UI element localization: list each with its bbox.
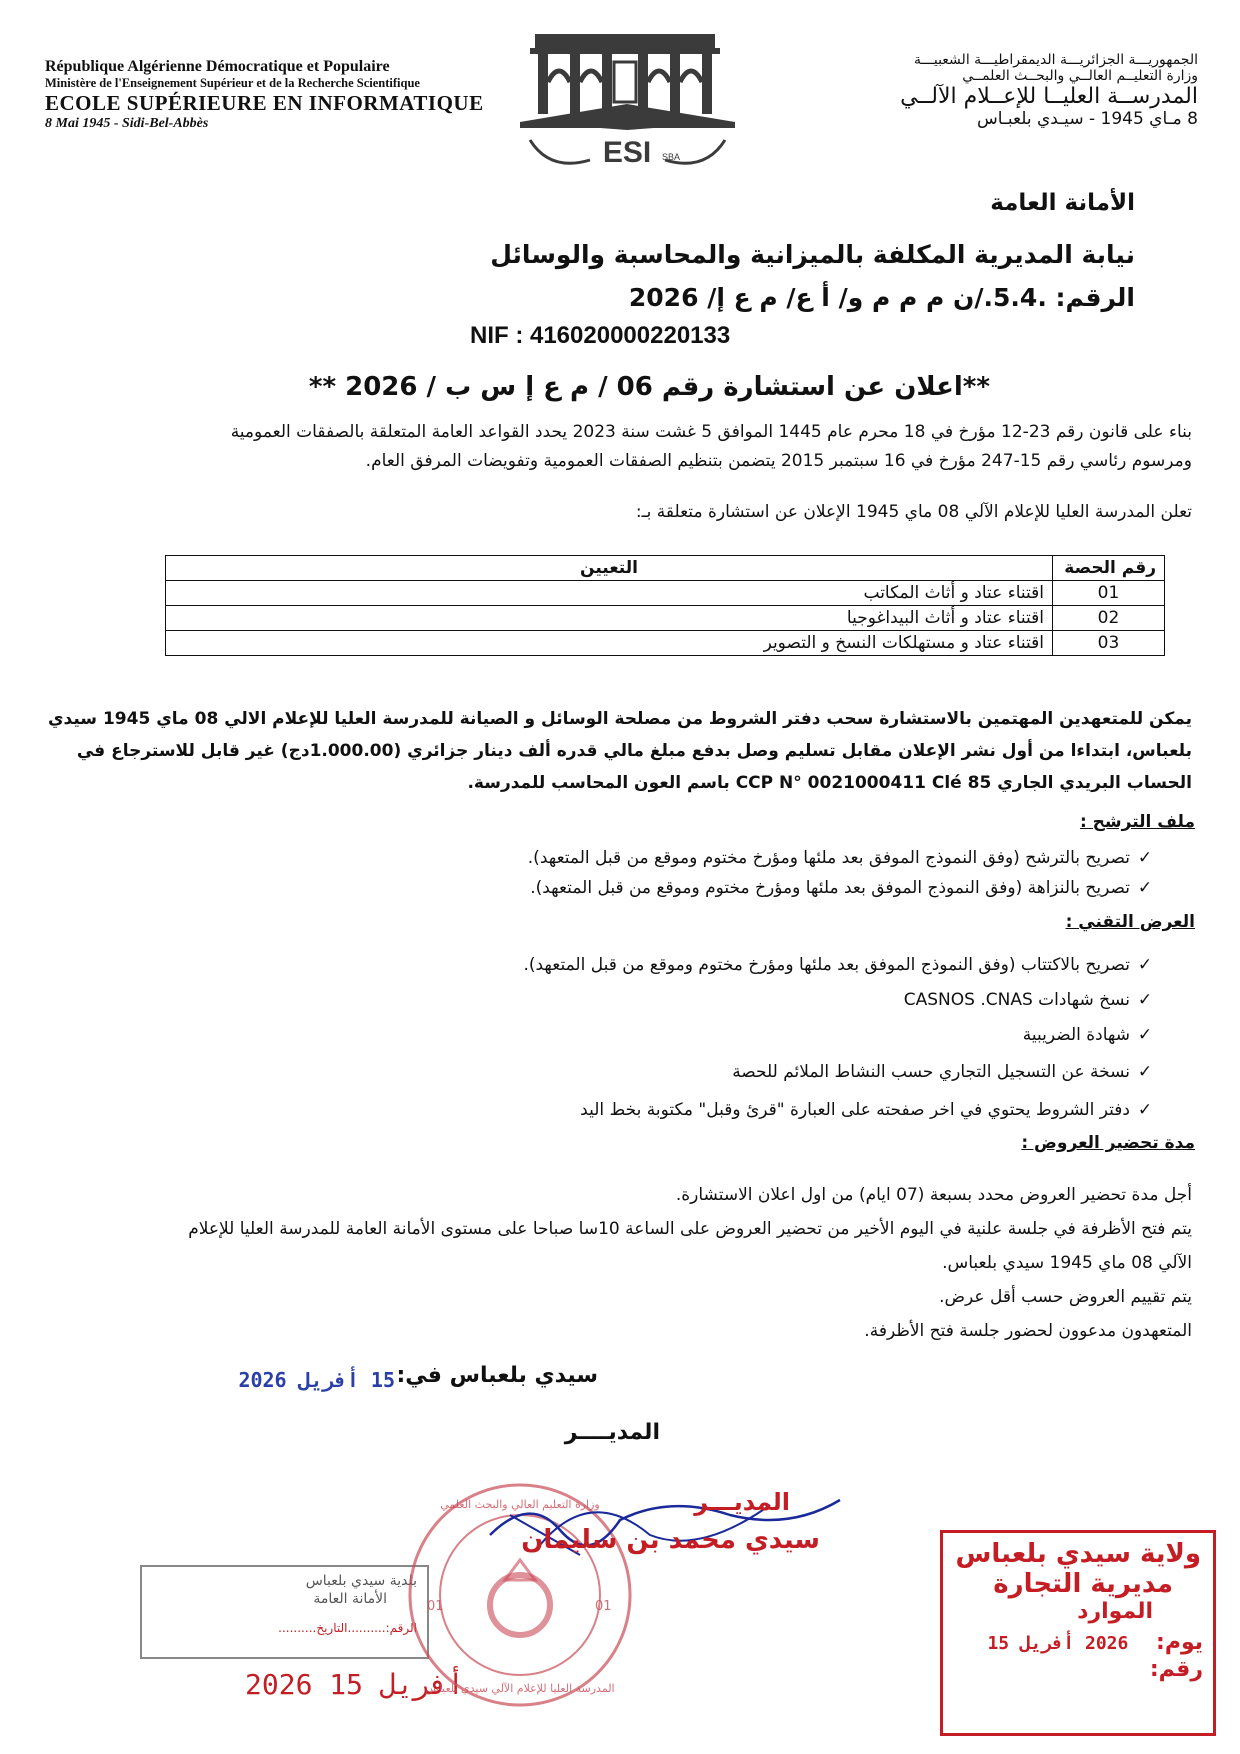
office-reference: الرقم: .5.4./ن م م م و/ أ ع/ م ع إ/ 2026 xyxy=(628,283,1135,312)
office-general-secretariat: الأمانة العامة xyxy=(990,190,1135,216)
header-french xyxy=(45,58,485,132)
header-ar-ministry: وزارة التعليــم العالــي والبحــث العلمــي xyxy=(962,68,1198,84)
list-item: ✓شهادة الضريبية xyxy=(1023,1025,1160,1045)
withdraw-line: الحساب البريدي الجاري CCP N° 0021000411 Clé 85 باسم العون المحاسب للمدرسة. xyxy=(467,773,1192,793)
esi-logo xyxy=(510,22,745,172)
commerce-stamp-line1: ولاية سيدي بلعباس xyxy=(955,1539,1201,1569)
lot-designation: اقتناء عتاد و أثاث المكاتب xyxy=(166,581,1053,606)
commerce-stamp-line3: الموارد xyxy=(1077,1599,1153,1624)
round-seal-bottom-text: المدرسة العليا للإعلام الآلي سيدي بلعباس xyxy=(425,1682,615,1695)
intro-paragraph xyxy=(42,418,1192,476)
signature-place: سيدي بلعباس في: xyxy=(396,1363,598,1388)
list-item: ✓نسخ شهادات CASNOS .CNAS xyxy=(904,990,1160,1010)
list-item: ✓دفتر الشروط يحتوي في اخر صفحته على العبارة "قرئ وقبل" مكتوبة بخط اليد xyxy=(580,1100,1160,1120)
withdraw-line: يمكن للمتعهدين المهتمين بالاستشارة سحب دفتر الشروط من مصلحة الوسائل و الصيانة للمدرسة العليا للإعلام الالي 08 ماي 1945 سيدي xyxy=(47,709,1192,729)
header-ar-republic: الجمهوريـــة الجزائريـــة الديمقراطيـــة الشعبيـــة xyxy=(914,52,1198,68)
round-seal-top-text: وزارة التعليم العالي والبحث العلمي xyxy=(440,1498,600,1511)
signature-date-stamp: 15 أفريل 2026 xyxy=(238,1368,395,1392)
section-candidature-title: ملف الترشح : xyxy=(1079,812,1195,832)
list-item: ✓تصريح بالاكتتاب (وفق النموذج الموفق بعد ملئها ومؤرخ مختوم وموقع من قبل المتعهد). xyxy=(523,955,1160,975)
lot-number: 02 xyxy=(1053,606,1165,631)
round-seal-num-left: 01 xyxy=(427,1599,444,1614)
logo-text: ESI xyxy=(602,136,652,169)
round-seal-num-right: 01 xyxy=(595,1599,612,1614)
header-fr-republic: République Algérienne Démocratique et Populaire xyxy=(45,58,390,75)
intro-line: ومرسوم رئاسي رقم 15-247 مؤرخ في 16 سبتمبر 2015 يتضمن بتنظيم الصفقات العمومية وتفويضات المرفق العام. xyxy=(365,451,1192,471)
section-duration-title: مدة تحضير العروض : xyxy=(1021,1133,1195,1153)
section-technical-title: العرض التقني : xyxy=(1065,912,1195,932)
header-fr-school: ECOLE SUPÉRIEURE EN INFORMATIQUE xyxy=(45,91,484,115)
commerce-stamp-date: 2026 أفريل 15 xyxy=(987,1633,1129,1654)
list-item: ✓تصريح بالنزاهة (وفق النموذج الموفق بعد ملئها ومؤرخ مختوم وموقع من قبل المتعهد). xyxy=(530,878,1160,898)
municipality-stamp-date: 2026 أفريل 15 xyxy=(245,1668,465,1701)
page-title: **اعلان عن استشارة رقم 06 / م ع إ س ب / 2026 ** xyxy=(308,372,990,402)
duration-paragraph xyxy=(42,1178,1192,1348)
commerce-directorate-stamp xyxy=(940,1530,1216,1736)
lot-designation: اقتناء عتاد و مستهلكات النسخ و التصوير xyxy=(166,631,1053,656)
municipality-stamp-line2: الأمانة العامة xyxy=(313,1591,387,1607)
table-row xyxy=(166,631,1165,656)
director-stamp-name: سيدي محمد بن سليمان xyxy=(521,1525,820,1555)
duration-line: الآلي 08 ماي 1945 سيدي بلعباس. xyxy=(942,1253,1192,1273)
announce-text: تعلن المدرسة العليا للإعلام الآلي 08 ماي 1945 الإعلان عن استشارة متعلقة بـ: xyxy=(635,502,1192,522)
table-header-row xyxy=(166,556,1165,581)
check-icon: ✓ xyxy=(1137,955,1153,975)
list-item: ✓تصريح بالترشح (وفق النموذج الموفق بعد ملئها ومؤرخ مختوم وموقع من قبل المتعهد). xyxy=(528,848,1160,868)
office-sub-directorate: نيابة المديرية المكلفة بالميزانية والمحاسبة والوسائل xyxy=(490,240,1135,269)
lot-number: 03 xyxy=(1053,631,1165,656)
check-icon: ✓ xyxy=(1137,1062,1153,1082)
duration-line: المتعهدون مدعوون لحضور جلسة فتح الأظرفة. xyxy=(864,1321,1192,1341)
check-icon: ✓ xyxy=(1137,990,1153,1010)
director-label: المديــــر xyxy=(564,1420,660,1445)
lots-table xyxy=(165,555,1165,656)
check-icon: ✓ xyxy=(1137,1100,1153,1120)
director-stamp-title: المديـــر xyxy=(694,1488,790,1516)
table-header-designation: التعيين xyxy=(166,556,1053,581)
withdraw-paragraph xyxy=(42,703,1192,799)
municipality-stamp-line3: الرقم:..........التاريخ.......... xyxy=(278,1621,417,1635)
municipality-stamp xyxy=(140,1565,429,1659)
commerce-stamp-day-label: يوم: xyxy=(1156,1630,1203,1655)
intro-line: بناء على قانون رقم 23-12 مؤرخ في 18 محرم عام 1445 الموافق 5 غشت سنة 2023 يحدد القواعد العامة المتعلقة بالصفقات العمومية xyxy=(230,422,1192,442)
office-nif: NIF : 416020000220133 xyxy=(470,322,731,349)
withdraw-line: بلعباس، ابتداءا من أول نشر الإعلان مقابل تسليم وصل بدفع مبلغ مالي قدره ألف دينار جزائري (1.000.00دج) غير قابل للاسترجاع في xyxy=(76,741,1192,761)
commerce-stamp-line2: مديرية التجارة xyxy=(993,1569,1173,1599)
header-arabic xyxy=(738,52,1198,129)
commerce-stamp-day xyxy=(943,1624,1213,1655)
header-fr-ministry: Ministère de l'Enseignement Supérieur et de la Recherche Scientifique xyxy=(45,76,420,90)
check-icon: ✓ xyxy=(1137,1025,1153,1045)
check-icon: ✓ xyxy=(1137,878,1153,898)
duration-line: يتم تقييم العروض حسب أقل عرض. xyxy=(939,1287,1192,1307)
header-ar-school: المدرســة العليــا للإعــلام الآلــي xyxy=(900,84,1198,109)
header-ar-address: 8 مـاي 1945 - سيـدي بلعبـاس xyxy=(976,109,1198,129)
duration-line: يتم فتح الأظرفة في جلسة علنية في اليوم الأخير من تحضير العروض على الساعة 10سا صباحا على مستوى الأمانة العامة للمدرسة العليا للإعلام xyxy=(188,1219,1192,1239)
check-icon: ✓ xyxy=(1137,848,1153,868)
duration-line: أجل مدة تحضير العروض محدد بسبعة (07 ايام) من اول اعلان الاستشارة. xyxy=(675,1185,1192,1205)
lot-number: 01 xyxy=(1053,581,1165,606)
header-fr-address: 8 Mai 1945 - Sidi-Bel-Abbès xyxy=(45,116,209,131)
municipality-stamp-line1: بلدية سيدي بلعباس xyxy=(305,1573,417,1589)
esi-logo-icon xyxy=(510,22,745,172)
commerce-stamp-number-label: رقم: xyxy=(1149,1657,1203,1682)
lot-designation: اقتناء عتاد و أثاث البيداغوجيا xyxy=(166,606,1053,631)
table-row xyxy=(166,606,1165,631)
table-row xyxy=(166,581,1165,606)
logo-sub: SBA xyxy=(662,152,681,162)
table-header-lot: رقم الحصة xyxy=(1053,556,1165,581)
list-item: ✓نسخة عن التسجيل التجاري حسب النشاط الملائم للحصة xyxy=(732,1062,1160,1082)
